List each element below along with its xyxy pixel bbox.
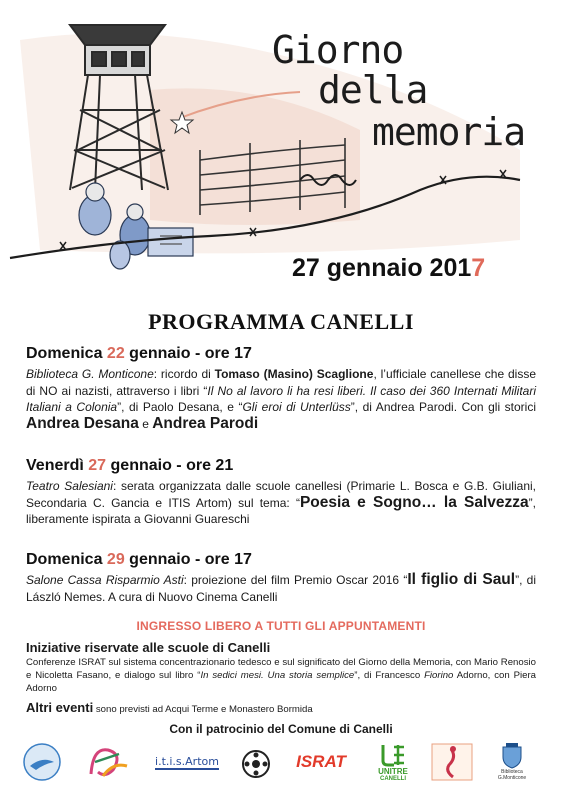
sponsor-logos <box>20 738 550 788</box>
event-date <box>292 254 485 283</box>
film-reel-icon <box>240 742 272 782</box>
schools-heading: Iniziative riservate alle scuole di Canelli <box>26 640 271 655</box>
biblioteca-caption-1: Biblioteca <box>501 769 523 775</box>
event-1-historian-1: Andrea Desana <box>26 414 139 432</box>
patronage-line: Con il patrocinio del Comune di Canelli <box>169 722 393 736</box>
schools-text-a: Conferenze ISRAT sul sistema concentrazionario tedesco e sul significato del Giorno della Memoria, con Mario Renosio e Nicoletta Fasano, e dialogo sul libro “ <box>26 657 536 681</box>
event-1-description <box>26 366 536 432</box>
event-1-date-number: 22 <box>106 345 125 362</box>
hero-illustration <box>0 0 562 300</box>
event-2-time: gennaio - ore 21 <box>110 457 234 474</box>
event-1-place: Biblioteca G. Monticone <box>26 367 154 381</box>
swirl-icon <box>83 742 133 782</box>
event-2-place: Teatro Salesiani <box>26 479 113 493</box>
event-1-text-e: e <box>138 416 153 431</box>
unitre-logo <box>368 738 418 786</box>
event-1-header <box>26 344 536 363</box>
event-2-date-number: 27 <box>88 457 107 474</box>
event-3-film: Il figlio di Saul <box>407 571 516 588</box>
event-1-text-b: , l’ufficiale canellese che disse di NO ai nazisti, attraverso i libri “ <box>26 367 536 398</box>
date-highlight: 7 <box>471 254 486 282</box>
dove-icon <box>22 742 62 782</box>
event-2-description <box>26 478 536 528</box>
title-line-2: della <box>318 68 428 112</box>
cultural-logo <box>428 738 476 786</box>
biblioteca-caption-2: G.Monticone <box>497 775 527 781</box>
event-2-text-b: ”, liberamente ispirata a Giovanni Guareschi <box>26 495 536 526</box>
event-3-day: Domenica <box>26 551 103 568</box>
itis-artom-logo <box>150 738 224 786</box>
event-2-theme: Poesia e Sogno… la Salvezza <box>299 493 529 511</box>
event-1-book-2: Gli eroi di Unterlüss <box>242 400 351 414</box>
association-logo <box>20 738 64 786</box>
event-2-header <box>26 456 536 475</box>
other-events-label: Altri eventi <box>26 700 94 715</box>
israt-text: ISRAT <box>296 752 346 771</box>
event-1 <box>26 344 536 432</box>
event-3-place: Salone Cassa Risparmio Asti <box>26 573 184 587</box>
cinema-logo <box>234 738 278 786</box>
program-heading: PROGRAMMA CANELLI <box>148 309 414 334</box>
event-1-text-d: ”, di Andrea Parodi. Con gli storici <box>350 400 536 414</box>
event-1-day: Domenica <box>26 345 103 362</box>
event-3-header <box>26 550 536 569</box>
figure-icon <box>431 743 473 781</box>
event-3-date-number: 29 <box>106 551 125 568</box>
school-institute-logo <box>80 738 136 786</box>
schools-description <box>26 656 536 695</box>
schools-author: Fiorino <box>424 670 454 681</box>
event-3-text-a: : proiezione del film Premio Oscar 2016 “ <box>183 573 408 587</box>
date-main: 27 gennaio 201 <box>292 254 472 282</box>
event-1-text-c: ”, di Paolo Desana, e “ <box>117 400 243 414</box>
event-3-text-b: ”, di László Nemes. A cura di Nuovo Cinema Canelli <box>26 573 536 604</box>
other-events <box>26 700 313 715</box>
unitre-subtext: CANELLI <box>380 775 406 782</box>
title-line-3: memoria <box>372 110 526 154</box>
biblioteca-logo <box>490 738 534 786</box>
event-1-book-1: Il No al lavoro li ha resi liberi. Il caso dei 360 Internati Militari Italiani a Colonia <box>26 383 536 414</box>
schools-book: In sedici mesi. Una storia semplice <box>200 670 355 681</box>
event-1-time: gennaio - ore 17 <box>129 345 252 362</box>
event-2 <box>26 456 536 528</box>
coat-of-arms-icon <box>501 743 523 769</box>
event-1-name: Tomaso (Masino) Scaglione <box>214 367 374 381</box>
event-2-day: Venerdì <box>26 457 84 474</box>
free-entry-banner: INGRESSO LIBERO A TUTTI GLI APPUNTAMENTI <box>136 619 426 633</box>
itis-artom-text: i.t.i.s.Artom <box>155 754 219 768</box>
event-3-description <box>26 572 536 605</box>
schools-section <box>26 640 536 695</box>
unitre-mark-icon <box>380 743 406 767</box>
other-events-text: sono previsti ad Acqui Terme e Monastero Bormida <box>93 704 313 715</box>
event-1-text-a: : ricordo di <box>153 367 215 381</box>
israt-logo <box>288 738 354 786</box>
event-1-historian-2: Andrea Parodi <box>152 414 259 432</box>
unitre-text: UNITRE <box>378 766 408 776</box>
schools-text-b: ”, di Francesco <box>354 670 425 681</box>
event-2-text-a: : serata organizzata dalle scuole canellesi (Primarie L. Bosca e G.B. Giuliani, Secondaria C. Gancia e ITIS Artom) sul tema: “ <box>26 479 536 510</box>
event-3 <box>26 550 536 605</box>
title-line-1: Giorno <box>272 28 404 72</box>
schools-text-c: Adorno, con Piera Adorno <box>26 670 536 694</box>
event-3-time: gennaio - ore 17 <box>129 551 252 568</box>
